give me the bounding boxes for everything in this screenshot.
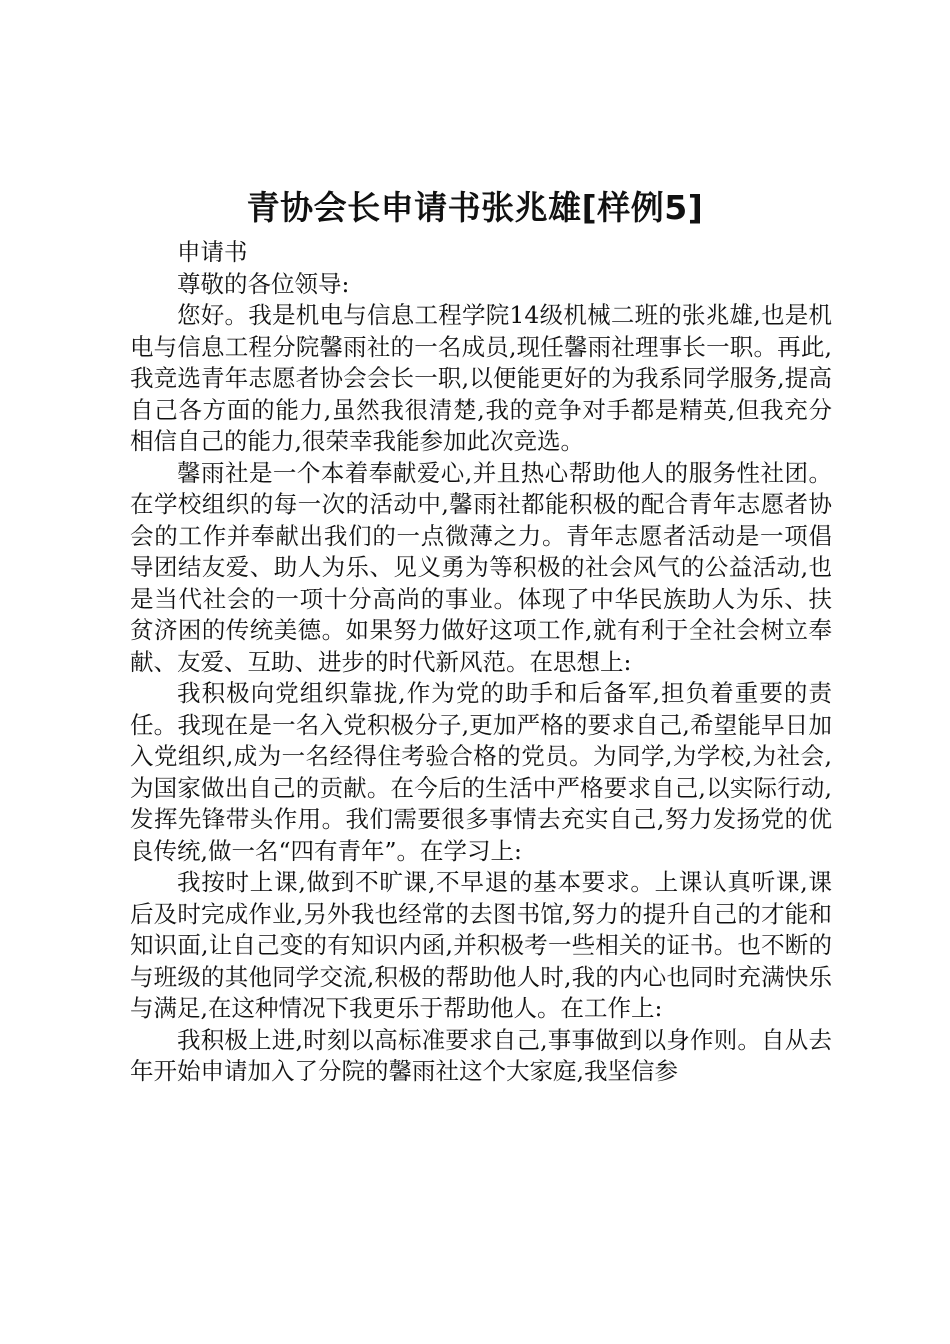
paragraph-study: 我按时上课,做到不旷课,不早退的基本要求。上课认真听课,课后及时完成作业,另外我也经常的去图书馆,努力的提升自己的才能和知识面,让自己变的有知识内函,并积极考一些相关的证书。也不断的与班级的其他同学交流,积极的帮助他人时,我的内心也同时充满快乐与满足,在这种情况下我更乐于帮助他人。在工作上: bbox=[130, 868, 832, 1022]
paragraph-introduction: 您好。我是机电与信息工程学院14级机械二班的张兆雄,也是机电与信息工程分院馨雨社的一名成员,现任馨雨社理事长一职。再此,我竞选青年志愿者协会会长一职,以便能更好的为我系同学服务,提高自己各方面的能力,虽然我很清楚,我的竞争对手都是精英,但我充分相信自己的能力,很荣幸我能参加此次竞选。 bbox=[130, 301, 832, 455]
paragraph-club-description: 馨雨社是一个本着奉献爱心,并且热心帮助他人的服务性社团。在学校组织的每一次的活动中,馨雨社都能积极的配合青年志愿者协会的工作并奉献出我们的一点微薄之力。青年志愿者活动是一项倡导团结友爱、助人为乐、见义勇为等积极的社会风气的公益活动,也是当代社会的一项十分高尚的事业。体现了中华民族助人为乐、扶贫济困的传统美德。如果努力做好这项工作,就有利于全社会树立奉献、友爱、互助、进步的时代新风范。在思想上: bbox=[130, 458, 832, 676]
paragraph-ideology: 我积极向党组织靠拢,作为党的助手和后备军,担负着重要的责任。我现在是一名入党积极分子,更加严格的要求自己,希望能早日加入党组织,成为一名经得住考验合格的党员。为同学,为学校,为社会,为国家做出自己的贡献。在今后的生活中严格要求自己,以实际行动,发挥先锋带头作用。我们需要很多事情去充实自己,努力发扬党的优良传统,做一名“四有青年”。在学习上: bbox=[130, 679, 832, 865]
paragraph-salutation: 尊敬的各位领导: bbox=[177, 269, 350, 298]
paragraph-heading: 申请书 bbox=[177, 238, 248, 266]
document-body bbox=[130, 237, 832, 1088]
document-title: 青协会长申请书张兆雄[样例5] bbox=[246, 188, 704, 227]
paragraph-work: 我积极上进,时刻以高标准要求自己,事事做到以身作则。自从去年开始申请加入了分院的馨雨社这个大家庭,我坚信参 bbox=[130, 1025, 832, 1085]
